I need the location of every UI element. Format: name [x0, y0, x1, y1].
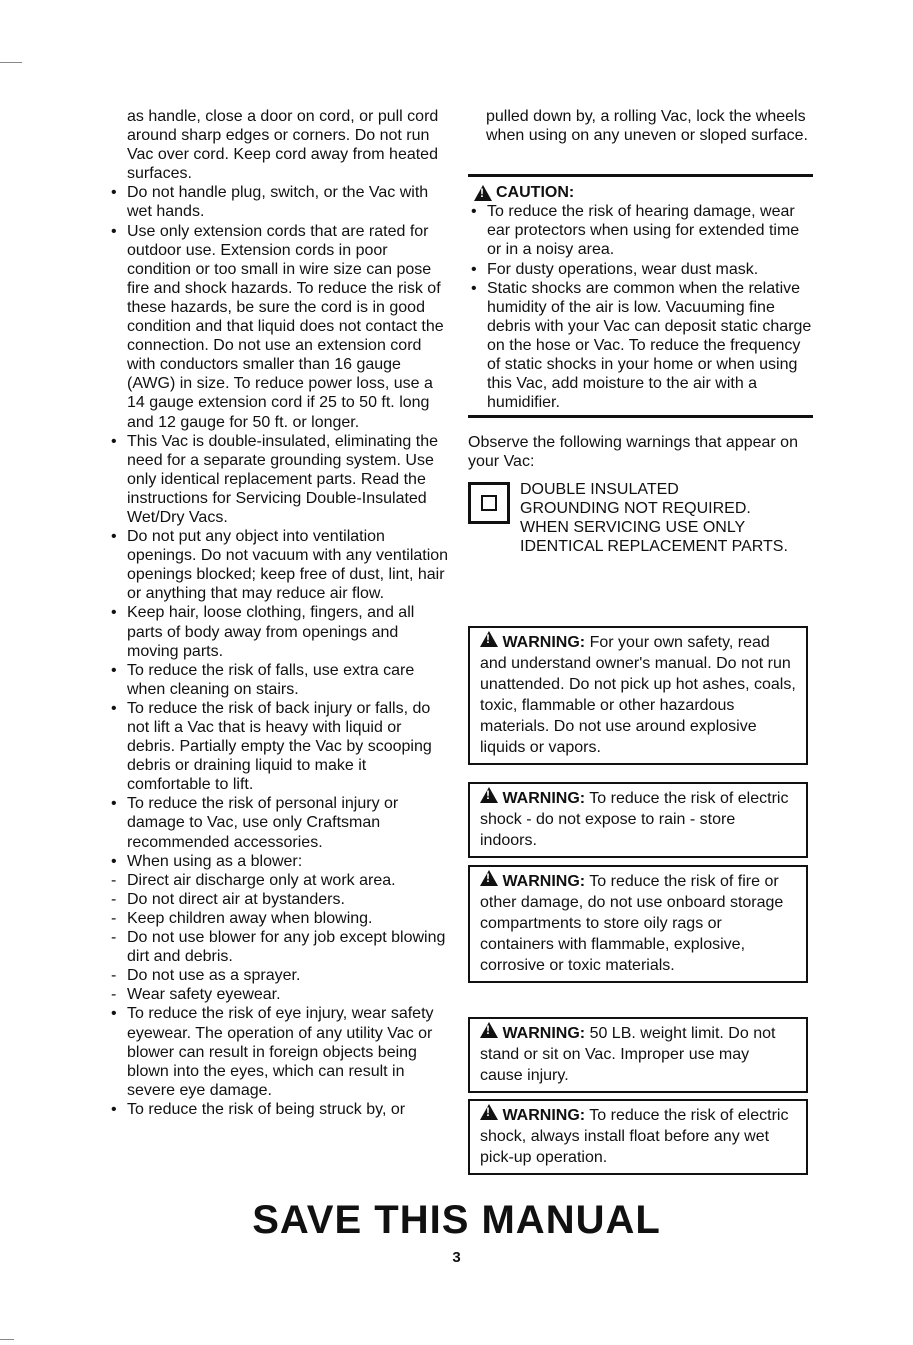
list-marker: - — [111, 890, 117, 908]
list-marker: • — [471, 203, 477, 221]
list-item-text: Direct air discharge only at work area. — [127, 871, 396, 889]
list-marker: • — [471, 260, 477, 278]
list-item-text: To reduce the risk of back injury or falls, do not lift a Vac that is heavy with liquid or debris. Partially empty the Vac by scooping debris or draining liquid to make it comfortable to lift. — [127, 699, 432, 794]
list-item-text: Do not handle plug, switch, or the Vac with wet hands. — [127, 184, 429, 221]
list-item — [108, 794, 453, 851]
list-item — [108, 432, 453, 527]
list-item-text: To reduce the risk of falls, use extra care when cleaning on stairs. — [127, 661, 415, 698]
list-item-text: Do not put any object into ventilation openings. Do not vacuum with any ventilation openings blocked; keep free of dust, lint, hair or anything that may reduce air flow. — [127, 528, 449, 603]
warning-triangle-icon — [474, 185, 492, 201]
list-item-text: Do not use as a sprayer. — [127, 967, 301, 985]
list-item — [108, 661, 453, 699]
caution-heading: ! CAUTION: — [474, 183, 813, 202]
list-marker: - — [111, 909, 117, 927]
list-marker: • — [111, 1100, 117, 1118]
list-item-text: Do not use blower for any job except blowing dirt and debris. — [127, 929, 446, 966]
list-marker: • — [111, 795, 117, 813]
list-item — [468, 202, 813, 259]
continued-paragraph: as handle, close a door on cord, or pull cord around sharp edges or corners. Do not run Vac over cord. Keep cord away from heated surfaces. — [127, 108, 439, 183]
list-marker: • — [111, 661, 117, 679]
list-marker: • — [111, 184, 117, 202]
divider — [468, 174, 813, 177]
double-insulated-notice — [468, 480, 813, 556]
list-marker: • — [111, 1005, 117, 1023]
warning-box: ! WARNING: For your own safety, read and understand owner's manual. Do not run unattended. Do not pick up hot ashes, coals, toxic, flammable or other hazardous materials. Do not use around explosive liquids or vapors. — [468, 626, 808, 765]
list-item — [108, 183, 453, 221]
list-marker: • — [111, 432, 117, 450]
list-item — [108, 1004, 453, 1099]
list-item — [108, 603, 453, 660]
list-marker: • — [111, 852, 117, 870]
list-item — [108, 928, 453, 966]
list-marker: - — [111, 967, 117, 985]
save-manual-title: SAVE THIS MANUAL — [252, 1198, 661, 1242]
list-item-text: This Vac is double-insulated, eliminating the need for a separate grounding system. Use only identical replacement parts. Read the instructions for Servicing Double-Insulated Wet/Dry Vacs. — [127, 432, 438, 526]
list-item — [108, 699, 453, 794]
list-item-text: To reduce the risk of hearing damage, wear ear protectors when using for extended time or in a noisy area. — [487, 203, 800, 259]
list-marker: - — [111, 929, 117, 947]
double-insulated-text: DOUBLE INSULATED GROUNDING NOT REQUIRED. WHEN SERVICING USE ONLY IDENTICAL REPLACEMENT PARTS. — [520, 480, 788, 555]
list-item-text: For dusty operations, wear dust mask. — [487, 260, 759, 278]
list-item — [108, 222, 453, 432]
list-item-text: When using as a blower: — [127, 852, 303, 870]
list-item — [108, 1100, 453, 1119]
list-item-text: Do not direct air at bystanders. — [127, 890, 345, 908]
list-item-text: To reduce the risk of being struck by, or — [127, 1100, 406, 1118]
list-marker: • — [471, 279, 477, 297]
list-marker: • — [111, 222, 117, 240]
double-insulated-symbol-icon — [468, 482, 510, 524]
list-marker: • — [111, 528, 117, 546]
continued-paragraph: pulled down by, a rolling Vac, lock the wheels when using on any uneven or sloped surface. — [486, 108, 808, 145]
left-column — [108, 107, 453, 1119]
warning-triangle-icon — [480, 631, 498, 647]
list-item-text: To reduce the risk of personal injury or damage to Vac, use only Craftsman recommended accessories. — [127, 795, 399, 851]
list-item — [108, 890, 453, 909]
warning-triangle-icon — [480, 1022, 498, 1038]
list-marker: - — [111, 871, 117, 889]
list-item — [108, 985, 453, 1004]
warning-box: ! WARNING: 50 LB. weight limit. Do not stand or sit on Vac. Improper use may cause injury. — [468, 1017, 808, 1093]
left-bullet-list — [108, 183, 453, 1119]
list-item — [468, 279, 813, 413]
list-item-text: Keep hair, loose clothing, fingers, and all parts of body away from openings and moving parts. — [127, 604, 415, 660]
list-item — [468, 260, 813, 279]
list-marker: • — [111, 604, 117, 622]
page-number: 3 — [452, 1249, 461, 1266]
list-marker: • — [111, 699, 117, 717]
warning-triangle-icon — [480, 787, 498, 803]
list-item-text: Use only extension cords that are rated for outdoor use. Extension cords in poor condition or too small in wire size can pose fire and shock hazards. To reduce the risk of these hazards, be sure the cord is in good condition and that liquid does not contact the connection. Do not use an extension cord with conductors smaller than 16 gauge (AWG) in size. To reduce power loss, use a 14 gauge extension cord if 25 to 50 ft. long and 12 gauge for 50 ft. or longer. — [127, 222, 444, 431]
warning-triangle-icon — [480, 1104, 498, 1120]
crop-mark — [0, 1339, 14, 1340]
divider — [468, 415, 813, 418]
list-item — [108, 966, 453, 985]
caution-list — [468, 202, 813, 412]
right-column — [468, 107, 813, 556]
list-marker: - — [111, 986, 117, 1004]
list-item — [108, 909, 453, 928]
warning-box: ! WARNING: To reduce the risk of electric shock - do not expose to rain - store indoors. — [468, 782, 808, 858]
list-item-text: Keep children away when blowing. — [127, 909, 373, 927]
warning-box: ! WARNING: To reduce the risk of electric shock, always install float before any wet pick-up operation. — [468, 1099, 808, 1175]
warning-box: ! WARNING: To reduce the risk of fire or other damage, do not use onboard storage compartments to store oily rags or containers with flammable, explosive, corrosive or toxic materials. — [468, 865, 808, 983]
list-item-text: Static shocks are common when the relative humidity of the air is low. Vacuuming fine debris with your Vac can deposit static charge on the hose or Vac. To reduce the frequency of static shocks in your home or when using this Vac, add moisture to the air with a humidifier. — [487, 279, 812, 412]
list-item-text: Wear safety eyewear. — [127, 986, 281, 1004]
list-item — [108, 527, 453, 603]
observe-text: Observe the following warnings that appear on your Vac: — [468, 434, 798, 471]
warning-triangle-icon — [480, 870, 498, 886]
list-item — [108, 871, 453, 890]
list-item — [108, 852, 453, 871]
list-item-text: To reduce the risk of eye injury, wear safety eyewear. The operation of any utility Vac or blower can result in foreign objects being blown into the eyes, which can result in severe eye damage. — [127, 1005, 434, 1099]
crop-mark — [0, 62, 22, 63]
